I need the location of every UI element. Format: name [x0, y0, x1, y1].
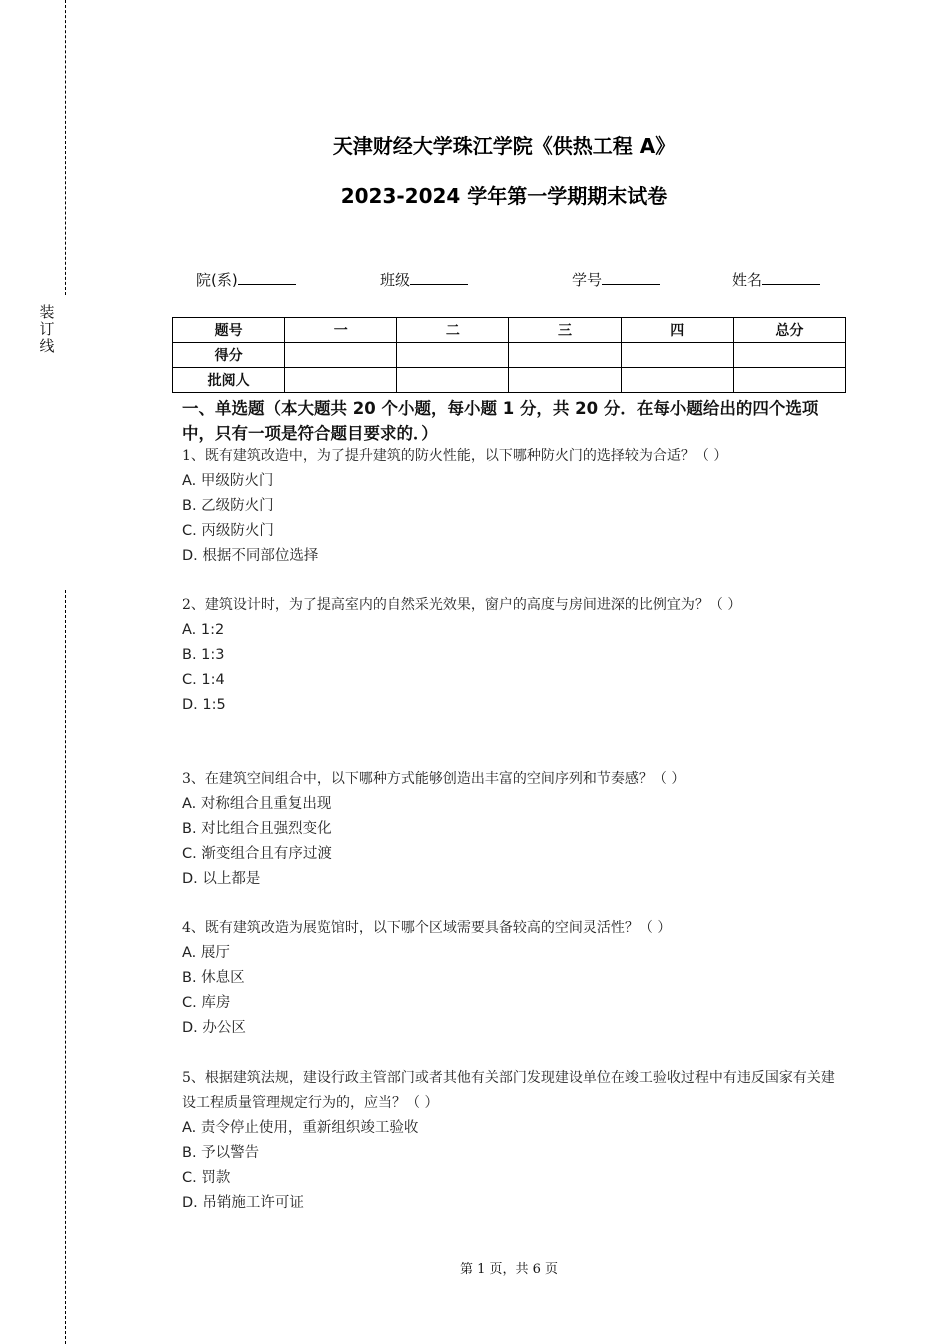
question-option: D. 办公区 [182, 1020, 246, 1036]
question-option: B. 予以警告 [182, 1145, 260, 1161]
score-table-cell [621, 368, 733, 393]
department-blank [238, 270, 296, 285]
question-option: D. 1:5 [182, 697, 226, 713]
student-id-blank [602, 270, 660, 285]
binding-label-char: 线 [39, 337, 55, 355]
score-table-cell [285, 368, 397, 393]
binding-label [38, 304, 56, 355]
department-field [196, 269, 296, 290]
question-option: C. 1:4 [182, 672, 225, 688]
question-option: C. 罚款 [182, 1170, 231, 1186]
question-item [182, 767, 842, 892]
question-option: D. 根据不同部位选择 [182, 548, 319, 564]
question-option: A. 甲级防火门 [182, 473, 274, 489]
page-number: 第 1 页，共 6 页 [459, 1262, 559, 1277]
score-table-cell [509, 343, 621, 368]
score-table-cell [509, 368, 621, 393]
score-table-cell: 三 [509, 318, 621, 343]
exam-title-line1: 天津财经大学珠江学院《供热工程 A》 [332, 134, 676, 158]
question-option: D. 吊销施工许可证 [182, 1195, 304, 1211]
question-option: C. 渐变组合且有序过渡 [182, 846, 332, 862]
question-option: C. 丙级防火门 [182, 523, 274, 539]
question-option: B. 休息区 [182, 970, 245, 986]
score-table-cell [397, 368, 509, 393]
score-table-row [173, 368, 846, 393]
question-option: A. 责令停止使用，重新组织竣工验收 [182, 1120, 419, 1136]
score-table-cell: 得分 [173, 343, 285, 368]
question-item [182, 916, 842, 1041]
score-table [172, 317, 846, 393]
name-label: 姓名 [732, 271, 763, 289]
question-option: D. 以上都是 [182, 871, 261, 887]
question-option: A. 1:2 [182, 622, 225, 638]
student-id-field [572, 269, 660, 290]
score-table-cell [733, 343, 845, 368]
score-table-row [173, 343, 846, 368]
question-text: 5、根据建筑法规，建设行政主管部门或者其他有关部门发现建设单位在竣工验收过程中有违反国家有关建设工程质量管理规定行为的，应当？（ ） [182, 1070, 835, 1111]
name-field [732, 269, 820, 290]
question-option: B. 1:3 [182, 647, 225, 663]
binding-label-char: 装 [39, 303, 55, 321]
binding-line-bottom [65, 590, 66, 1344]
class-blank [410, 270, 468, 285]
department-label: 院(系) [196, 271, 238, 289]
score-table-cell: 四 [621, 318, 733, 343]
binding-label-char: 订 [39, 320, 55, 338]
question-item [182, 1066, 842, 1216]
name-blank [762, 270, 820, 285]
question-option: A. 展厅 [182, 945, 230, 961]
section-heading: 一、单选题（本大题共 20 个小题，每小题 1 分，共 20 分．在每小题给出的四个选项中，只有一项是符合题目要求的．） [182, 399, 819, 443]
score-table-cell: 总分 [733, 318, 845, 343]
question-text: 3、在建筑空间组合中，以下哪种方式能够创造出丰富的空间序列和节奏感？（ ） [182, 771, 686, 787]
question-option: A. 对称组合且重复出现 [182, 796, 332, 812]
question-item [182, 444, 842, 569]
score-table-cell: 一 [285, 318, 397, 343]
class-label: 班级 [380, 271, 411, 289]
question-text: 1、既有建筑改造中，为了提升建筑的防火性能，以下哪种防火门的选择较为合适？（ ） [182, 448, 728, 464]
question-text: 2、建筑设计时，为了提高室内的自然采光效果，窗户的高度与房间进深的比例宜为？（ ） [182, 597, 742, 613]
class-field [380, 269, 468, 290]
score-table-cell [397, 343, 509, 368]
student-id-label: 学号 [572, 271, 603, 289]
score-table-cell [285, 343, 397, 368]
score-table-cell [621, 343, 733, 368]
question-option: B. 对比组合且强烈变化 [182, 821, 332, 837]
score-table-cell [733, 368, 845, 393]
question-text: 4、既有建筑改造为展览馆时，以下哪个区域需要具备较高的空间灵活性？（ ） [182, 920, 672, 936]
question-item [182, 593, 842, 718]
question-option: B. 乙级防火门 [182, 498, 274, 514]
score-table-cell: 二 [397, 318, 509, 343]
score-table-cell: 题号 [173, 318, 285, 343]
score-table-header-row [173, 318, 846, 343]
exam-title-line2: 2023-2024 学年第一学期期末试卷 [340, 184, 668, 208]
question-option: C. 库房 [182, 995, 231, 1011]
score-table-cell: 批阅人 [173, 368, 285, 393]
